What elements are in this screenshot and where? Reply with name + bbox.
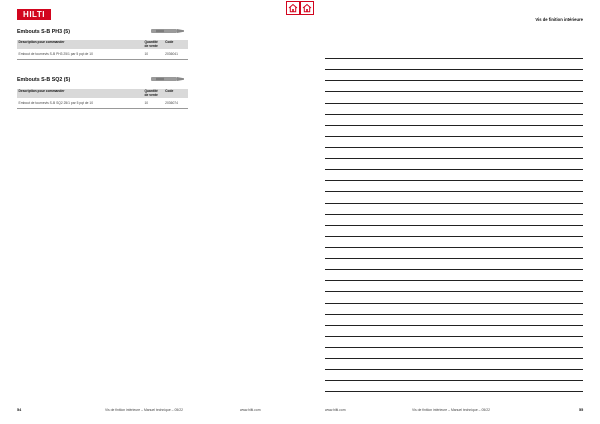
column-header-quantity: Quantité de vente bbox=[143, 89, 164, 98]
product-table bbox=[17, 89, 188, 109]
footer-manual-title: Vis de finition intérieure – Manuel technique – 05/22 bbox=[412, 408, 490, 412]
note-line bbox=[325, 104, 583, 115]
screwdriver-bit-image bbox=[150, 27, 186, 35]
column-header-code: Code bbox=[164, 89, 188, 98]
note-line bbox=[325, 370, 583, 381]
note-line bbox=[325, 215, 583, 226]
column-header-quantity: Quantité de vente bbox=[143, 40, 164, 49]
product-quantity: 10 bbox=[143, 49, 164, 59]
note-line bbox=[325, 226, 583, 237]
section-title: Embouts S-B SQ2 (5) bbox=[17, 77, 71, 83]
note-line bbox=[325, 70, 583, 81]
table-row bbox=[17, 98, 188, 108]
note-line bbox=[325, 270, 583, 281]
note-line bbox=[325, 115, 583, 126]
section-title: Embouts S-B PH3 (5) bbox=[17, 29, 70, 35]
product-description: Embout de tournevis S-B PH3 25/1 par 5 pqt de 10 bbox=[17, 49, 143, 59]
product-description: Embout de tournevis S-B SQ2 25/1 par 5 pqt de 10 bbox=[17, 98, 143, 108]
page-number: 54 bbox=[17, 408, 22, 412]
footer-website-link[interactable]: www.hilti.com bbox=[325, 408, 346, 412]
page-number: 55 bbox=[579, 408, 584, 412]
note-line bbox=[325, 48, 583, 59]
column-header-description: Description pour commander bbox=[17, 89, 143, 98]
note-line bbox=[325, 204, 583, 215]
note-line bbox=[325, 181, 583, 192]
home-icon[interactable] bbox=[300, 1, 314, 15]
note-line bbox=[325, 137, 583, 148]
screwdriver-bit-image bbox=[150, 75, 186, 83]
note-line bbox=[325, 148, 583, 159]
note-line bbox=[325, 170, 583, 181]
note-line bbox=[325, 159, 583, 170]
note-line bbox=[325, 248, 583, 259]
note-line bbox=[325, 381, 583, 392]
note-line bbox=[325, 237, 583, 248]
note-line bbox=[325, 59, 583, 70]
product-quantity: 10 bbox=[143, 98, 164, 108]
note-line bbox=[325, 326, 583, 337]
product-code: 2036074 bbox=[164, 98, 188, 108]
notes-area bbox=[325, 48, 583, 392]
note-line bbox=[325, 92, 583, 103]
footer-website-link[interactable]: www.hilti.com bbox=[240, 408, 261, 412]
note-line bbox=[325, 348, 583, 359]
column-header-description: Description pour commander bbox=[17, 40, 143, 49]
note-line bbox=[325, 126, 583, 137]
product-code: 2036041 bbox=[164, 49, 188, 59]
page-header-title: Vis de finition intérieure bbox=[535, 17, 583, 22]
note-line bbox=[325, 292, 583, 303]
note-line bbox=[325, 281, 583, 292]
note-line bbox=[325, 81, 583, 92]
note-line bbox=[325, 337, 583, 348]
note-line bbox=[325, 359, 583, 370]
hilti-logo: HILTI bbox=[17, 9, 51, 20]
note-line bbox=[325, 259, 583, 270]
note-line bbox=[325, 315, 583, 326]
column-header-code: Code bbox=[164, 40, 188, 49]
footer-manual-title: Vis de finition intérieure – Manuel technique – 05/22 bbox=[105, 408, 183, 412]
home-icon[interactable] bbox=[286, 1, 300, 15]
note-line bbox=[325, 192, 583, 203]
right-page bbox=[300, 0, 600, 424]
product-table bbox=[17, 40, 188, 60]
table-row bbox=[17, 49, 188, 59]
note-line bbox=[325, 304, 583, 315]
